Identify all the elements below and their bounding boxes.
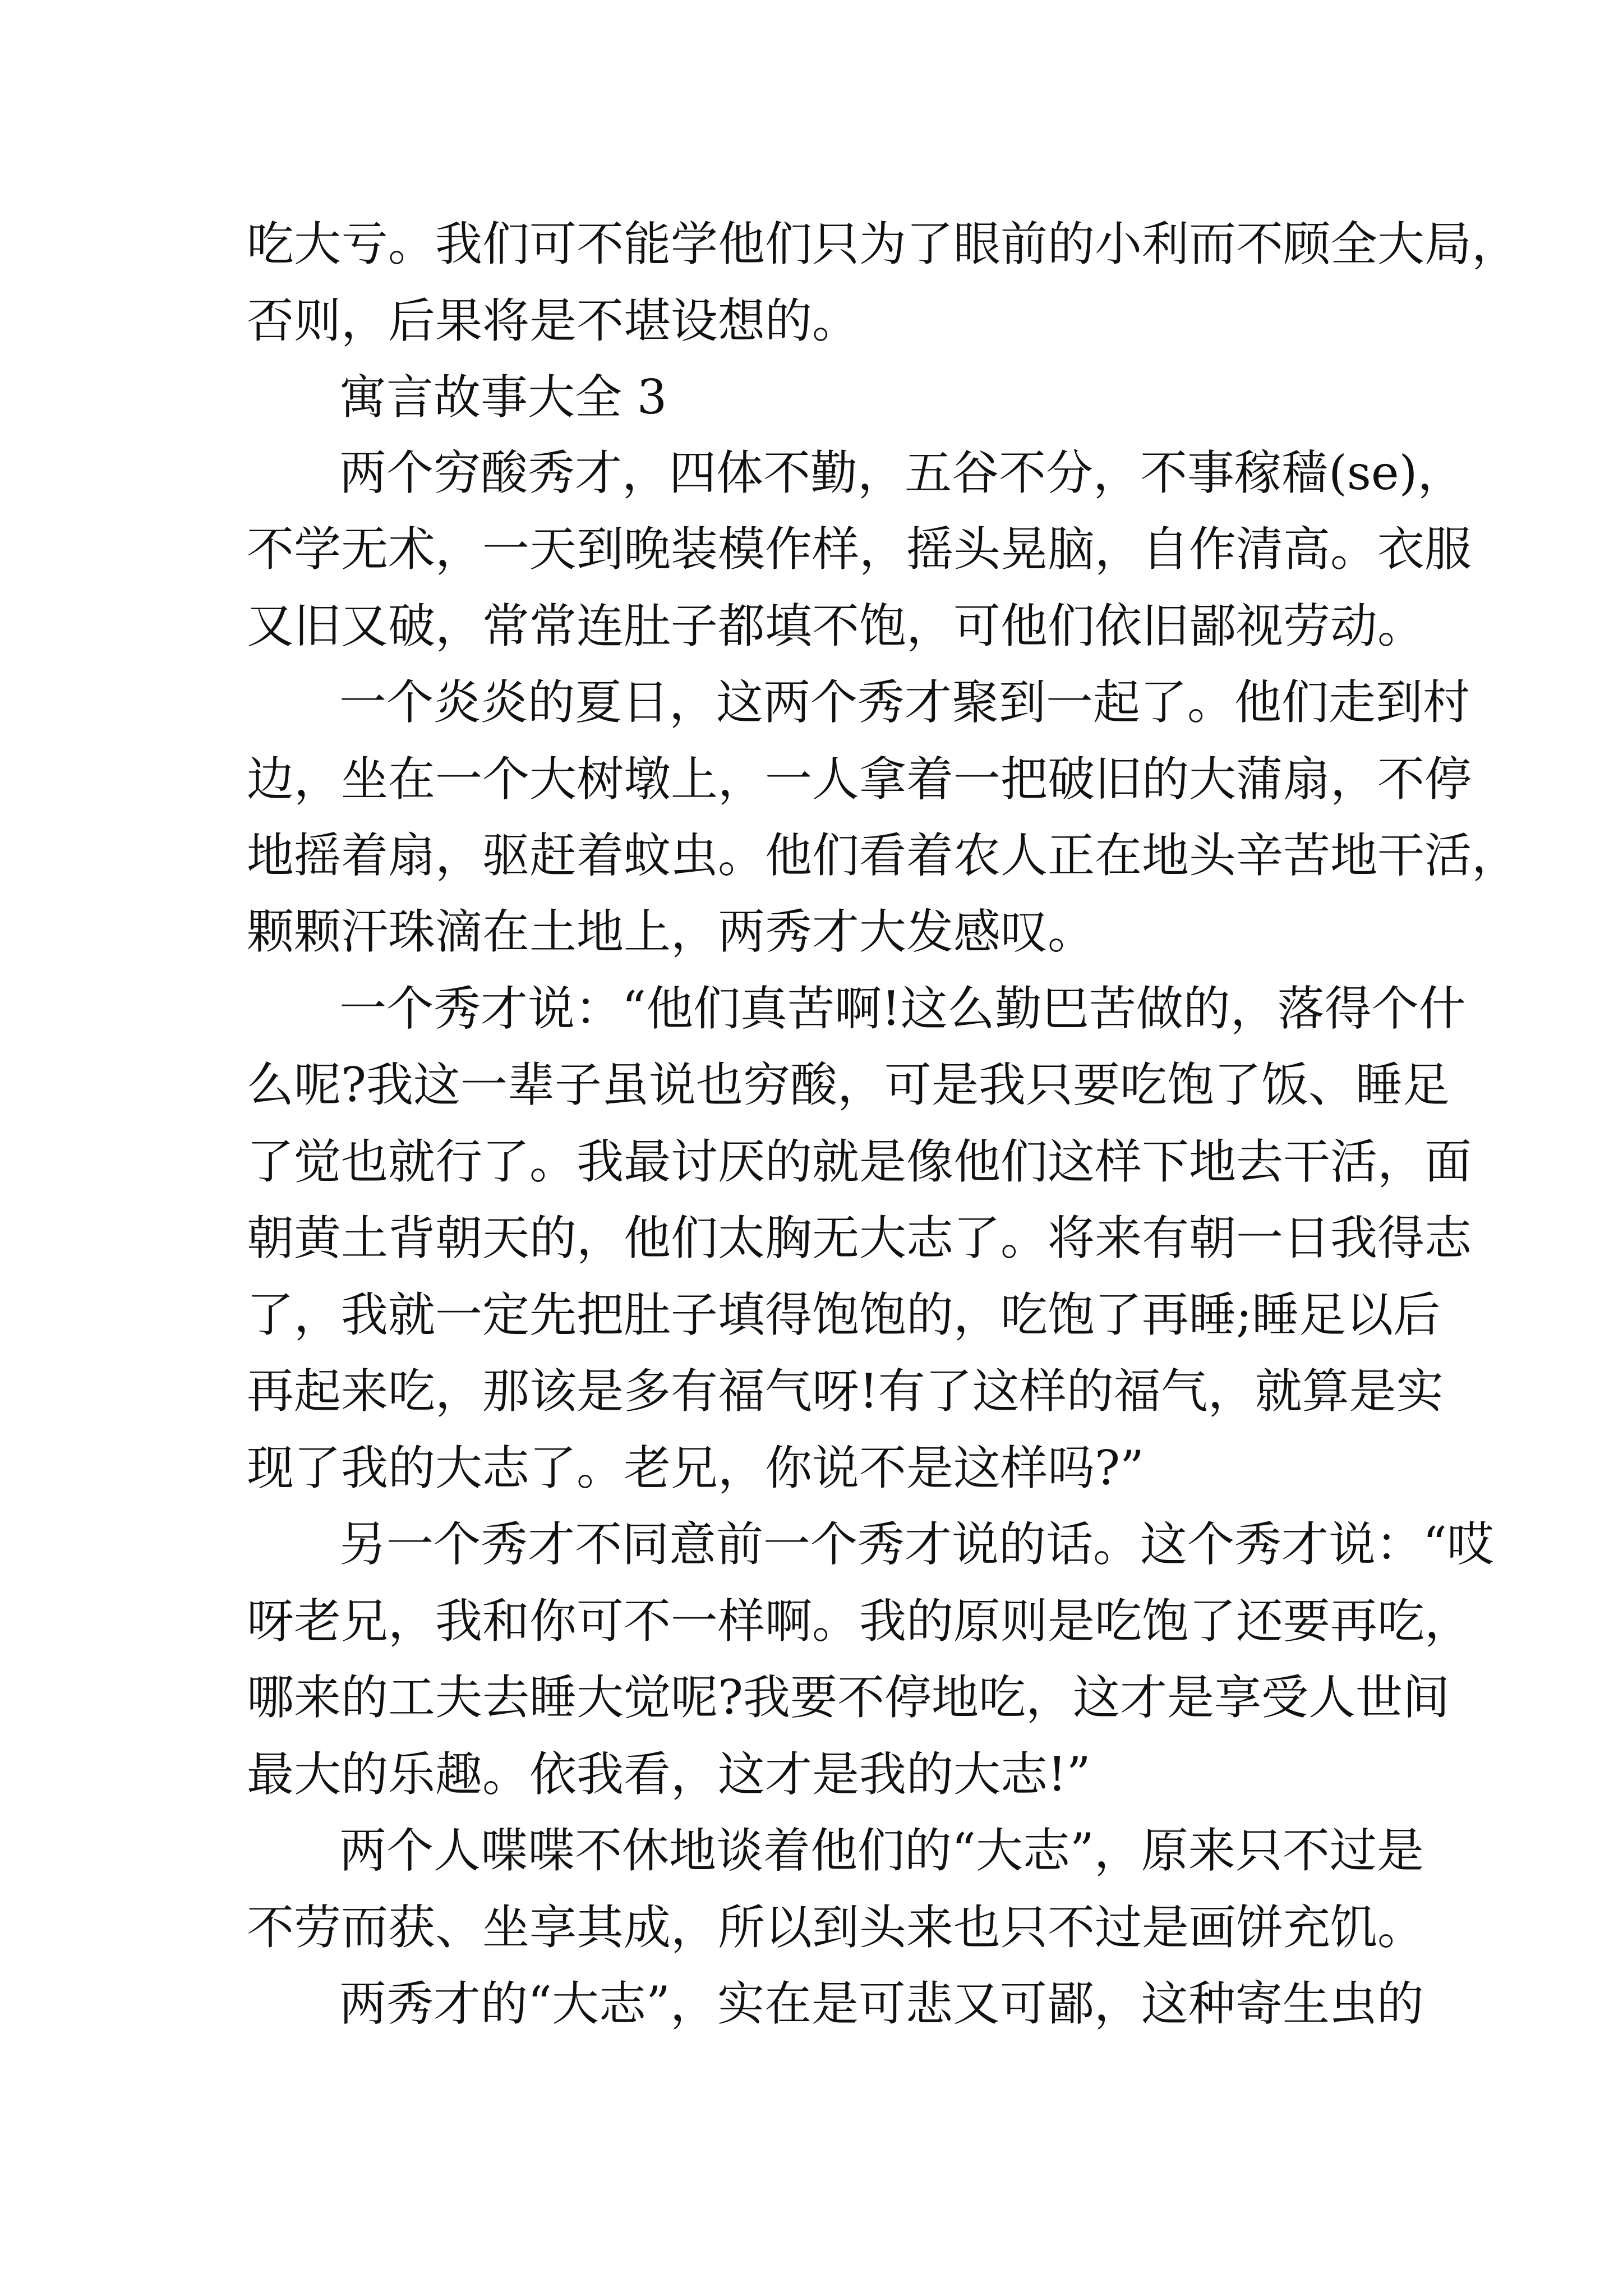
section-heading: 寓言故事大全 3 <box>339 370 667 425</box>
text-line: 了，我就一定先把肚子填得饱饱的，吃饱了再睡;睡足以后 <box>247 1287 1441 1342</box>
text-line: 最大的乐趣。依我看，这才是我的大志!” <box>247 1747 1091 1802</box>
text-line: 颗颗汗珠滴在土地上，两秀才大发感叹。 <box>247 904 1095 959</box>
text-line: 又旧又破，常常连肚子都填不饱，可他们依旧鄙视劳动。 <box>247 599 1425 654</box>
text-line: 两个人喋喋不休地谈着他们的“大志”，原来只不过是 <box>339 1823 1424 1878</box>
text-line: 一个秀才说：“他们真苦啊!这么勤巴苦做的，落得个什 <box>339 981 1466 1036</box>
text-line: 哪来的工夫去睡大觉呢?我要不停地吃，这才是享受人世间 <box>247 1670 1450 1725</box>
text-line: 边，坐在一个大树墩上，一人拿着一把破旧的大蒲扇，不停 <box>247 752 1472 807</box>
text-line: 不劳而获、坐享其成，所以到头来也只不过是画饼充饥。 <box>247 1900 1425 1955</box>
text-line: 一个炎炎的夏日，这两个秀才聚到一起了。他们走到村 <box>339 675 1470 730</box>
text-line: 吃大亏。我们可不能学他们只为了眼前的小利而不顾全大局， <box>247 217 1519 272</box>
text-line: 现了我的大志了。老兄，你说不是这样吗?” <box>247 1441 1144 1496</box>
text-line: 两秀才的“大志”，实在是可悲又可鄙，这种寄生虫的 <box>339 1976 1424 2031</box>
text-line: 了觉也就行了。我最讨厌的就是像他们这样下地去干活，面 <box>247 1134 1472 1189</box>
text-line: 再起来吃，那该是多有福气呀!有了这样的福气，就算是实 <box>247 1364 1444 1419</box>
text-line: 否则，后果将是不堪设想的。 <box>247 293 860 348</box>
text-line: 另一个秀才不同意前一个秀才说的话。这个秀才说：“哎 <box>339 1517 1494 1572</box>
text-line: 么呢?我这一辈子虽说也穷酸，可是我只要吃饱了饭、睡足 <box>247 1057 1450 1112</box>
text-line: 呀老兄，我和你可不一样啊。我的原则是吃饱了还要再吃， <box>247 1594 1472 1649</box>
text-line: 朝黄土背朝天的，他们太胸无大志了。将来有朝一日我得志 <box>247 1211 1472 1266</box>
text-line: 地摇着扇，驱赶着蚊虫。他们看着农人正在地头辛苦地干活， <box>247 828 1519 883</box>
text-line: 两个穷酸秀才，四体不勤，五谷不分，不事稼穑(se)， <box>339 445 1465 500</box>
text-line: 不学无术，一天到晚装模作样，摇头晃脑，自作清高。衣服 <box>247 522 1472 577</box>
